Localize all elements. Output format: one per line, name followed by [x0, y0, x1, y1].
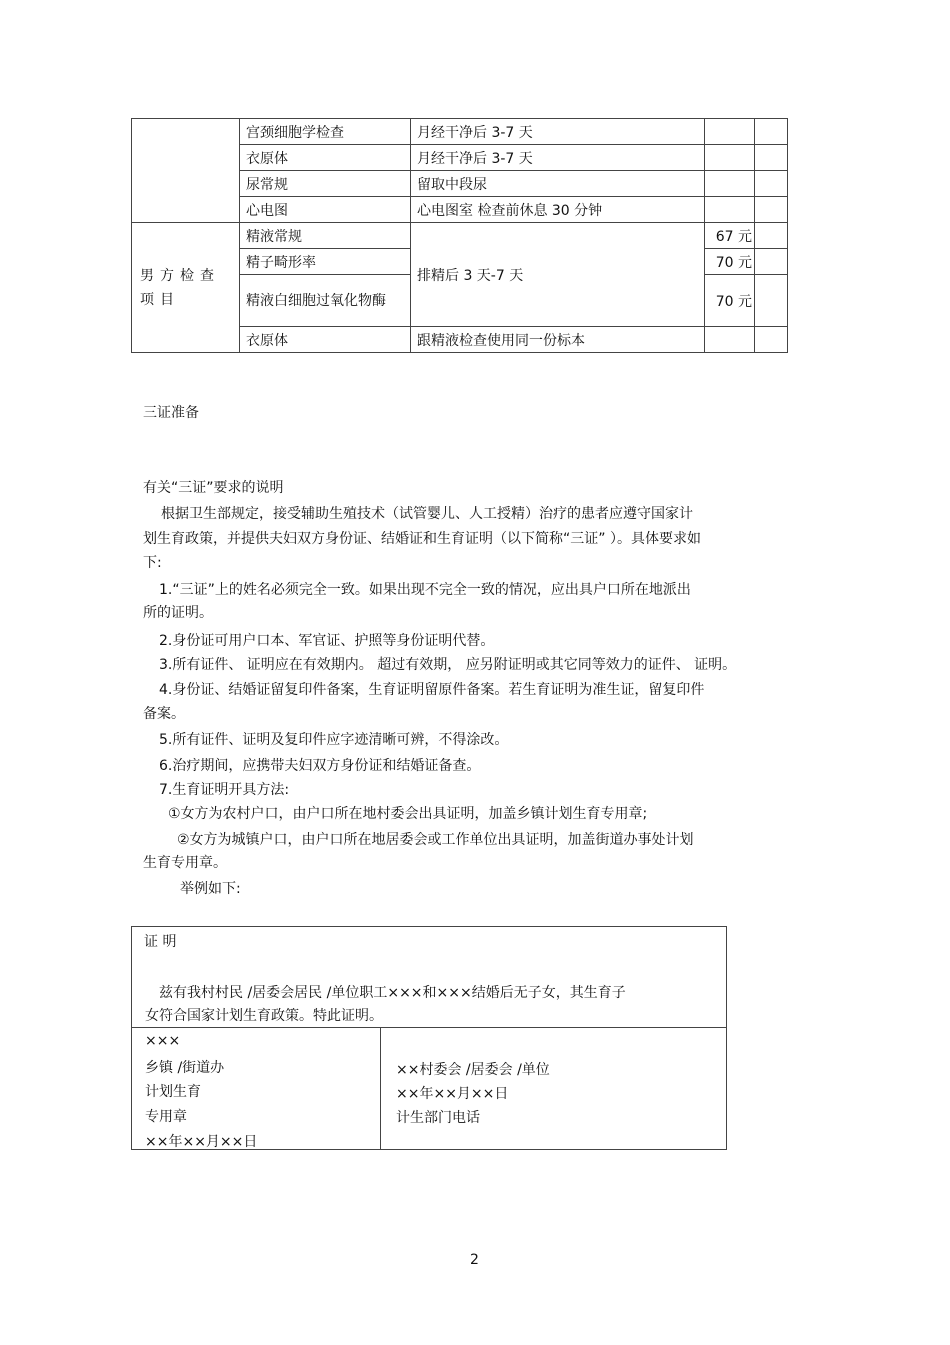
empty-cell: [755, 171, 788, 197]
certificate-title: 证 明: [144, 934, 177, 950]
female-group-cell: [132, 119, 240, 223]
list-item: 6.治疗期间，应携带夫妇双方身份证和结婚证备查。: [159, 758, 481, 774]
exam-note: 跟精液检查使用同一份标本: [411, 327, 705, 353]
stamp-line: 专用章: [145, 1109, 187, 1125]
exam-note: 月经干净后 3-7 天: [411, 119, 705, 145]
list-item: 备案。: [143, 706, 185, 722]
price-cell: [705, 119, 755, 145]
exam-note: 心电图室 检查前休息 30 分钟: [411, 197, 705, 223]
exam-item: 心电图: [240, 197, 411, 223]
empty-cell: [755, 249, 788, 275]
exam-item: 尿常规: [240, 171, 411, 197]
empty-cell: [755, 145, 788, 171]
section-title: 三证准备: [143, 405, 199, 421]
list-item: 生育专用章。: [143, 855, 227, 871]
empty-cell: [755, 119, 788, 145]
exam-item: 宫颈细胞学检查: [240, 119, 411, 145]
table-row: [132, 119, 788, 145]
list-item: ①女方为农村户口，由户口所在地村委会出具证明，加盖乡镇计划生育专用章;: [168, 806, 648, 822]
list-item: 1.“三证”上的姓名必须完全一致。如果出现不完全一致的情况，应出具户口所在地派出: [159, 582, 691, 598]
list-item: 2.身份证可用户口本、军官证、护照等身份证明代替。: [159, 633, 495, 649]
exam-item: 精液白细胞过氧化物酶: [240, 275, 411, 327]
certificate-sample: [131, 926, 727, 1150]
exam-table: [131, 118, 788, 353]
male-exam-note: 排精后 3 天-7 天: [411, 223, 705, 327]
price-cell: 70 元: [705, 275, 755, 327]
issuer-date: ××年××月××日: [396, 1086, 509, 1102]
male-group-label: 男方检查项目: [132, 223, 240, 353]
page-number: 2: [470, 1252, 479, 1268]
table-row: [132, 223, 788, 249]
issuer-phone: 计生部门电话: [396, 1110, 480, 1126]
stamp-date: ××年××月××日: [145, 1134, 258, 1150]
price-cell: 67 元: [705, 223, 755, 249]
intro-line: 划生育政策，并提供夫妇双方身份证、结婚证和生育证明（以下简称“三证” ）。具体要求如: [143, 531, 701, 547]
price-cell: 70 元: [705, 249, 755, 275]
exam-note: 月经干净后 3-7 天: [411, 145, 705, 171]
empty-cell: [755, 275, 788, 327]
certificate-body: 女符合国家计划生育政策。特此证明。: [145, 1008, 383, 1024]
divider: [132, 1027, 726, 1028]
stamp-line: 乡镇 /街道办: [145, 1060, 225, 1076]
issuer-line: ××村委会 /居委会 /单位: [396, 1062, 550, 1078]
certificate-body: 兹有我村村民 /居委会居民 /单位职工×××和×××结婚后无子女，其生育子: [159, 985, 626, 1001]
intro-line: 根据卫生部规定，接受辅助生殖技术（试管婴儿、人工授精）治疗的患者应遵守国家计: [161, 506, 693, 522]
price-cell: [705, 327, 755, 353]
exam-item: 精液常规: [240, 223, 411, 249]
price-cell: [705, 197, 755, 223]
divider: [380, 1027, 381, 1149]
empty-cell: [755, 223, 788, 249]
example-label: 举例如下:: [180, 881, 241, 897]
exam-item: 衣原体: [240, 327, 411, 353]
exam-note: 留取中段尿: [411, 171, 705, 197]
exam-item: 精子畸形率: [240, 249, 411, 275]
price-cell: [705, 171, 755, 197]
list-item: 7.生育证明开具方法:: [159, 782, 290, 798]
empty-cell: [755, 327, 788, 353]
intro-line: 下:: [143, 555, 162, 571]
list-item: 所的证明。: [143, 605, 213, 621]
list-item: ②女方为城镇户口，由户口所在地居委会或工作单位出具证明，加盖街道办事处计划: [177, 832, 694, 848]
explain-title: 有关“三证”要求的说明: [143, 480, 284, 496]
exam-item: 衣原体: [240, 145, 411, 171]
empty-cell: [755, 197, 788, 223]
price-cell: [705, 145, 755, 171]
stamp-line: 计划生育: [145, 1084, 201, 1100]
list-item: 4.身份证、结婚证留复印件备案，生育证明留原件备案。若生育证明为准生证，留复印件: [159, 682, 705, 698]
stamp-line: ×××: [145, 1033, 181, 1049]
list-item: 5.所有证件、证明及复印件应字迹清晰可辨，不得涂改。: [159, 732, 509, 748]
list-item: 3.所有证件、 证明应在有效期内。 超过有效期， 应另附证明或其它同等效力的证件、 证明。: [159, 657, 737, 673]
